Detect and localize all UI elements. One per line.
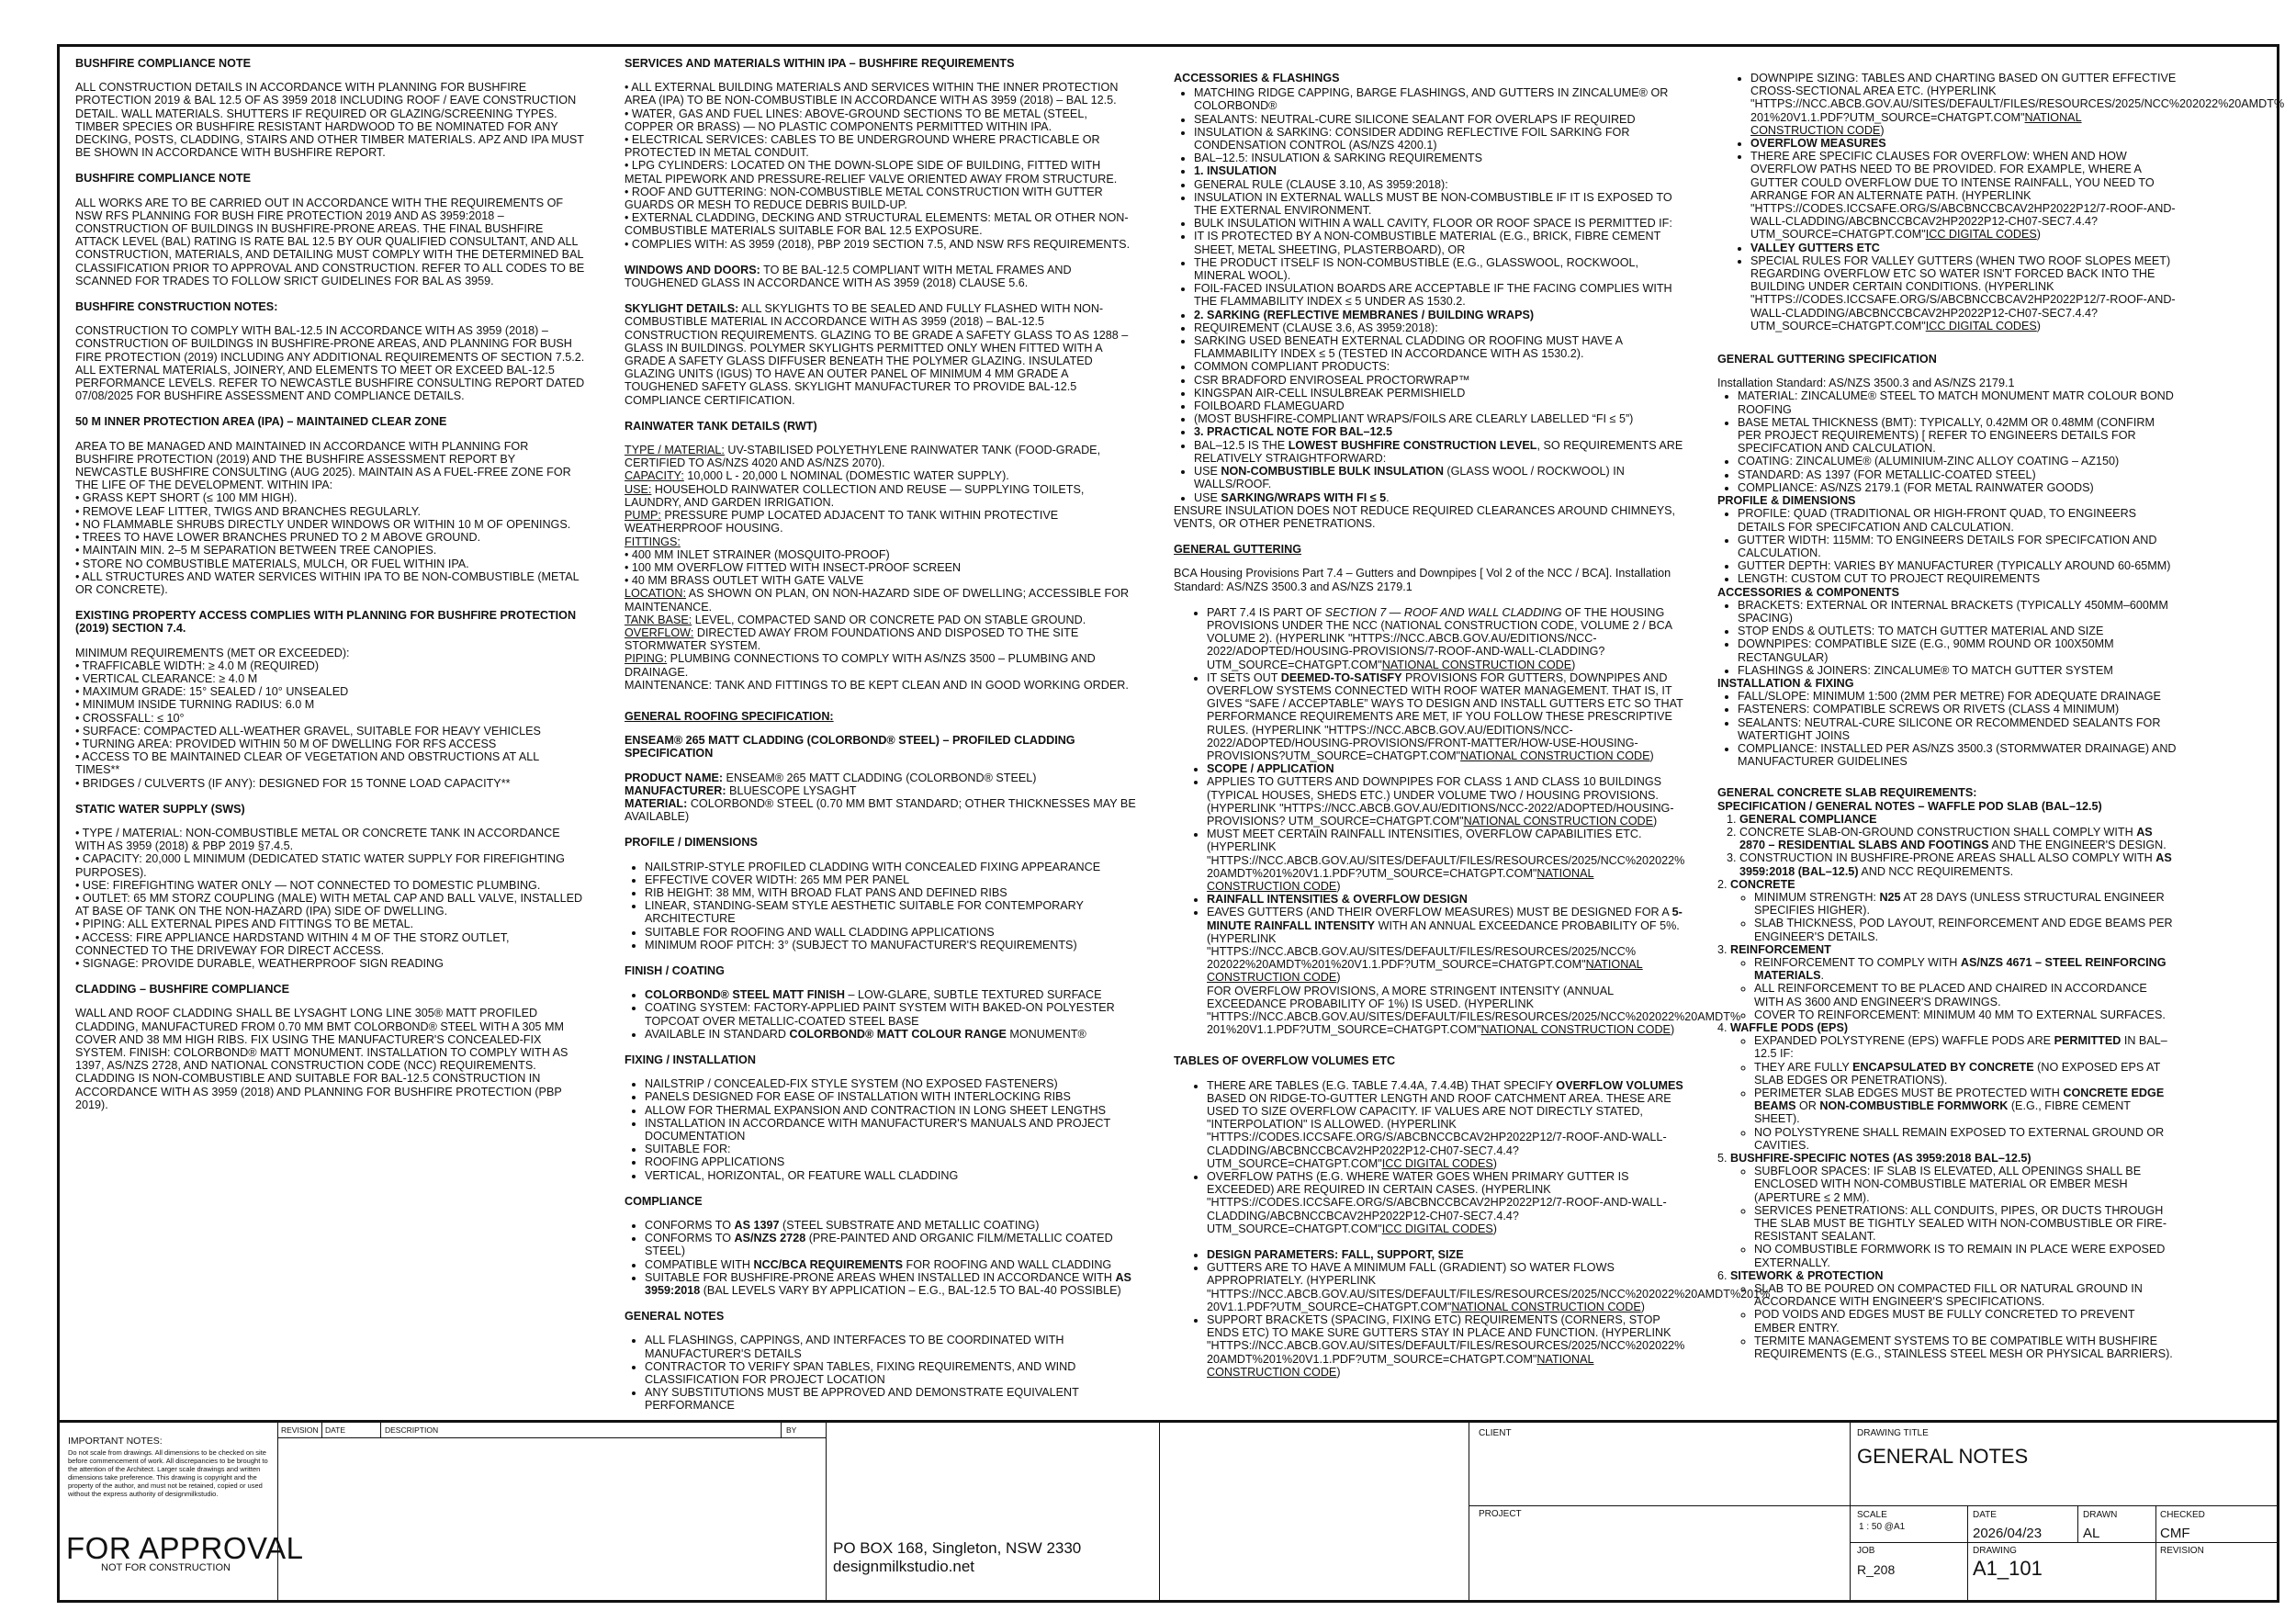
drawing-title-label: DRAWING TITLE [1857, 1428, 1929, 1438]
section-body: BCA Housing Provisions Part 7.4 – Gutters and Downpipes [ Vol 2 of the NCC / BCA]. Installation Standard: AS/NZS 3500.3 and AS/NZS 2179.1 [1174, 567, 1671, 593]
client-label: CLIENT [1479, 1428, 1512, 1438]
section-title: GENERAL CONCRETE SLAB REQUIREMENTS: [1717, 786, 1977, 800]
bullet-list: • MATERIAL: ZINCALUME® STEEL TO MATCH MONUMENT MATR COLOUR BOND ROOFING • BASE METAL THICKNESS (BMT): TYPICALLY, 0.42MM OR 0.48MM (CONFIRM PER PROJECT REQUIREMENTS) [ REFER TO ENGINEERS DETAILS FOR SPECIFCATION AND CALCULATION. • COATING: ZINCALUME® (ALUMINIUM-ZINC ALLOY COATING – AZ150) • STANDARD: AS 1397 (FOR METALLIC-COATED STEEL) • COMPLIANCE: AS/NZS 2179.1 (FOR METAL RAINWATER GOODS) [1717, 389, 2177, 494]
scale-label: SCALE [1857, 1510, 1887, 1520]
bullet-list: • CONFORMS TO AS 1397 (STEEL SUBSTRATE AND METALLIC COATING) • CONFORMS TO AS/NZS 2728 (PRE-PAINTED AND ORGANIC FILM/METALLIC COATED STEEL) • COMPATIBLE WITH NCC/BCA REQUIREMENTS FOR ROOFING AND WALL CLADDING • SUITABLE FOR BUSHFIRE-PRONE AREAS WHEN INSTALLED IN ACCORDANCE WITH AS 3959:2018 (BAL LEVELS VARY BY APPLICATION – E.G., BAL-12.5 TO BAL-40 POSSIBLE) [625, 1219, 1139, 1297]
section-body: ALL CONSTRUCTION DETAILS IN ACCORDANCE WITH PLANNING FOR BUSHFIRE PROTECTION 2019 & BAL 12.5 OF AS 3959 2018 INCLUDING ROOF / EAVE CONSTRUCTION DETAIL. WALL MATERIALS. SHUTTERS IF REQUIRED OR GLAZING/SCREENING TYPES. TIMBER SPECIES OR BUSHFIRE RESISTANT HARDWOOD TO BE NOMINATED FOR ANY DECKING, POSTS, CLADDING, STAIRS AND OTHER TIMBER MATERIALS. APZ AND IPA MUST BE SHOWN IN ACCORDANCE WITH BUSHFIRE REPORT. [75, 81, 584, 160]
bullet-list: • PART 7.4 IS PART OF SECTION 7 — ROOF AND WALL CLADDING OF THE HOUSING PROVISIONS UNDER THE NCC (NATIONAL CONSTRUCTION CODE, VOLUME 2 / BCA VOLUME 2). (HYPERLINK "HTTPS://NCC.ABCB.GOV.AU/EDITIONS/NCC-2022/ADOPTED/HOUSING-PROVISIONS/7-ROOF-AND-WALL-CLADDING?UTM_SOURCE=CHATGPT.COM"NATIONAL CONSTRUCTION CODE) • IT SETS OUT DEEMED-TO-SATISFY PROVISIONS FOR GUTTERS, DOWNPIPES AND OVERFLOW SYSTEMS CONNECTED WITH ROOF WATER MANAGEMENT. THAT IS, IT GIVES “SAFE / ACCEPTABLE” WAYS TO DESIGN AND INSTALL GUTTERS ETC SO THAT PERFORMANCE REQUIREMENTS ARE MET, IF YOU FOLLOW THESE PRESCRIPTIVE RULES. (HYPERLINK "HTTPS://NCC.ABCB.GOV.AU/EDITIONS/NCC-2022/ADOPTED/HOUSING-PROVISIONS/FRONT-MATTER/HOW-USE-HOUSING-PROVISIONS?UTM_SOURCE=CHATGPT.COM"NATIONAL CONSTRUCTION CODE) • SCOPE / APPLICATION • APPLIES TO GUTTERS AND DOWNPIPES FOR CLASS 1 AND CLASS 10 BUILDINGS (TYPICAL HOUSES, SHEDS ETC.) UNDER VOLUME TWO / HOUSING PROVISIONS. (HYPERLINK "HTTPS://NCC.ABCB.GOV.AU/EDITIONS/NCC-2022/ADOPTED/HOUSING-PROVISIONS? UTM_SOURCE=CHATGPT.COM"NATIONAL CONSTRUCTION CODE) • MUST MEET CERTAIN RAINFALL INTENSITIES, OVERFLOW CAPABILITIES ETC. (HYPERLINK "HTTPS://NCC.ABCB.GOV.AU/SITES/DEFAULT/FILES/RESOURCES/2025/NCC%202022% 20AMDT%201%20V1.1.PDF?UTM_SOURCE=CHATGPT.COM"NATIONAL CONSTRUCTION CODE) • RAINFALL INTENSITIES & OVERFLOW DESIGN • EAVES GUTTERS (AND THEIR OVERFLOW MEASURES) MUST BE DESIGNED FOR A 5-MINUTE RAINFALL INTENSITY WITH AN ANNUAL EXCEEDANCE PROBABILITY OF 5%. (HYPERLINK "HTTPS://NCC.ABCB.GOV.AU/SITES/DEFAULT/FILES/RESOURCES/2025/NCC% 202022%20AMDT%201%20V1.1.PDF?UTM_SOURCE=CHATGPT.COM"NATIONAL CONSTRUCTION CODE) FOR OVERFLOW PROVISIONS, A MORE STRINGENT INTENSITY (ANNUAL EXCEEDANCE PROBABILITY OF 1%) IS USED. (HYPERLINK "HTTPS://NCC.ABCB.GOV.AU/SITES/DEFAULT/FILES/RESOURCES/2025/NCC%202022%20AMDT% 201%20V1.1.PDF?UTM_SOURCE=CHATGPT.COM"NATIONAL CONSTRUCTION CODE) [1187, 606, 1683, 1037]
section-body: AREA TO BE MANAGED AND MAINTAINED IN ACCORDANCE WITH PLANNING FOR BUSHFIRE PROTECTION (2019) AND THE BUSHFIRE ASSESSMENT REPORT BY NEWCASTLE BUSHFIRE CONSULTING (AUG 2025). MAINTAIN AS A FUEL-FREE ZONE FOR THE LIFE OF THE DEVELOPMENT. WITHIN IPA: • GRASS KEPT SHORT (≤ 100 MM HIGH). • REMOVE LEAF LITTER, TWIGS AND BRANCHES REGULARLY. • NO FLAMMABLE SHRUBS DIRECTLY UNDER WINDOWS OR WITHIN 10 M OF OPENINGS. • TREES TO HAVE LOWER BRANCHES PRUNED TO 2 M ABOVE GROUND. • MAINTAIN MIN. 2–5 M SEPARATION BETWEEN TREE CANOPIES. • STORE NO COMBUSTIBLE MATERIALS, MULCH, OR FUEL WITHIN IPA. • ALL STRUCTURES AND WATER SERVICES WITHIN IPA TO BE NON-COMBUSTIBLE (METAL OR CONCRETE). [75, 439, 580, 596]
section-body: ENSURE INSULATION DOES NOT REDUCE REQUIRED CLEARANCES AROUND CHIMNEYS, VENTS, OR OTHER PENETRATIONS. [1174, 503, 1676, 530]
important-notes-title: IMPORTANT NOTES: [68, 1436, 163, 1447]
drawing-number: A1_101 [1973, 1557, 2043, 1580]
section-title: RAINWATER TANK DETAILS (RWT) [625, 419, 817, 433]
bullet-list: • PROFILE: QUAD (TRADITIONAL OR HIGH-FRONT QUAD, TO ENGINEERS DETAILS FOR SPECIFCATION AND CALCULATION. • GUTTER WIDTH: 115MM: TO ENGINEERS DETAILS FOR SPECIFCATION AND CALCULATION. • GUTTER DEPTH: VARIES BY MANUFACTURER (TYPICALLY AROUND 60-65MM) • LENGTH: CUSTOM CUT TO PROJECT REQUIREMENTS [1717, 507, 2177, 585]
bullet-list: • NAILSTRIP-STYLE PROFILED CLADDING WITH CONCEALED FIXING APPEARANCE • EFFECTIVE COVER WIDTH: 265 MM PER PANEL • RIB HEIGHT: 38 MM, WITH BROAD FLAT PANS AND DEFINED RIBS • LINEAR, STANDING-SEAM STYLE AESTHETIC SUITABLE FOR CONTEMPORARY ARCHITECTURE • SUITABLE FOR ROOFING AND WALL CLADDING APPLICATIONS • MINIMUM ROOF PITCH: 3° (SUBJECT TO MANUFACTURER'S REQUIREMENTS) [625, 861, 1139, 952]
checked-value: CMF [2160, 1526, 2190, 1541]
approval-status: FOR APPROVAL [66, 1531, 304, 1565]
section-title: 50 M INNER PROTECTION AREA (IPA) – MAINTAINED CLEAR ZONE [75, 415, 447, 429]
section-title: PROFILE & DIMENSIONS [1717, 494, 1856, 508]
important-notes-body: Do not scale from drawings. All dimensions to be checked on site before commencement of work. All discrepancies to be brought to the attention of the Architect. Larger scale drawings and written dimensions take preference. This drawing is copyright and the property of the author, and must not be retained, copied or used without the express authority of designmilkstudio. [68, 1448, 268, 1498]
section-title: STATIC WATER SUPPLY (SWS) [75, 802, 245, 816]
section-title: ACCESSORIES & COMPONENTS [1717, 585, 1900, 599]
drawn-value: AL [2083, 1526, 2100, 1541]
title-block [57, 1420, 2279, 1603]
section-title: INSTALLATION & FIXING [1717, 676, 1854, 690]
job-value: R_208 [1857, 1562, 1896, 1577]
section-title: BUSHFIRE CONSTRUCTION NOTES: [75, 300, 278, 314]
section-title: TABLES OF OVERFLOW VOLUMES ETC [1174, 1054, 1396, 1068]
project-label: PROJECT [1479, 1509, 1522, 1519]
product-details: PRODUCT NAME: ENSEAM® 265 MATT CLADDING (COLORBOND® STEEL) MANUFACTURER: BLUESCOPE LYSAGHT MATERIAL: COLORBOND® STEEL (0.70 MM BMT STANDARD; OTHER THICKNESSES MAY BE AVAILABLE) [625, 771, 1136, 824]
section-body: ALL WORKS ARE TO BE CARRIED OUT IN ACCORDANCE WITH THE REQUIREMENTS OF NSW RFS PLANNING FOR BUSH FIRE PROTECTION 2019 AND AS 3959:2018 – CONSTRUCTION OF BUILDINGS IN BUSHFIRE-PRONE AREAS. THE FINAL BUSHFIRE ATTACK LEVEL (BAL) RATING IS RATE BAL 12.5 BY OUR QUALIFIED CONSULTANT, AND ALL CONSTRUCTION, MATERIALS, AND DETAILING MUST COMPLY WITH THE DETERMINED BAL CLASSIFICATION PRIOR TO APPROVAL AND CONSTRUCTION. REFER TO ALL CODES TO BE SCANNED FOR TRADES TO FOLLOW SRICT GUIDELINES FOR BAL AS 3959. [75, 196, 585, 287]
bullet-list: • MATCHING RIDGE CAPPING, BARGE FLASHINGS, AND GUTTERS IN ZINCALUME® OR COLORBOND® • SEALANTS: NEUTRAL-CURE SILICONE SEALANT FOR OVERLAPS IF REQUIRED • INSULATION & SARKING: CONSIDER ADDING REFLECTIVE FOIL SARKING FOR CONDENSATION CONTROL (AS/NZS 4200.1) • BAL–12.5: INSULATION & SARKING REQUIREMENTS • 1. INSULATION • GENERAL RULE (CLAUSE 3.10, AS 3959:2018): • INSULATION IN EXTERNAL WALLS MUST BE NON-COMBUSTIBLE IF IT IS EXPOSED TO THE EXTERNAL ENVIRONMENT. • BULK INSULATION WITHIN A WALL CAVITY, FLOOR OR ROOF SPACE IS PERMITTED IF: • IT IS PROTECTED BY A NON-COMBUSTIBLE MATERIAL (E.G., BRICK, FIBRE CEMENT SHEET, METAL SHEETING, PLASTERBOARD), OR • THE PRODUCT ITSELF IS NON-COMBUSTIBLE (E.G., GLASSWOOL, ROCKWOOL, MINERAL WOOL). • FOIL-FACED INSULATION BOARDS ARE ACCEPTABLE IF THE FACING COMPLIES WITH THE FLAMMABILITY INDEX ≤ 5 UNDER AS 1530.2. • 2. SARKING (REFLECTIVE MEMBRANES / BUILDING WRAPS) • REQUIREMENT (CLAUSE 3.6, AS 3959:2018): • SARKING USED BENEATH EXTERNAL CLADDING OR ROOFING MUST HAVE A FLAMMABILITY INDEX ≤ 5 (TESTED IN ACCORDANCE WITH AS 1530.2). • COMMON COMPLIANT PRODUCTS: • CSR BRADFORD ENVIROSEAL PROCTORWRAP™ • KINGSPAN AIR-CELL INSULBREAK PERMISHIELD • FOILBOARD FLAMEGUARD • (MOST BUSHFIRE-COMPLIANT WRAPS/FOILS ARE CLEARLY LABELLED “FI ≤ 5”) • 3. PRACTICAL NOTE FOR BAL–12.5 • BAL–12.5 IS THE LOWEST BUSHFIRE CONSTRUCTION LEVEL, SO REQUIREMENTS ARE RELATIVELY STRAIGHTFORWARD: • USE NON-COMBUSTIBLE BULK INSULATION (GLASS WOOL / ROCKWOOL) IN WALLS/ROOF. • USE SARKING/WRAPS WITH FI ≤ 5. [1174, 86, 1683, 504]
bullet-list: • FALL/SLOPE: MINIMUM 1:500 (2MM PER METRE) FOR ADEQUATE DRAINAGE • FASTENERS: COMPATIBLE SCREWS OR RIVETS (CLASS 4 MINIMUM) • SEALANTS: NEUTRAL-CURE SILICONE OR RECOMMENDED SEALANTS FOR WATERTIGHT JOINS • COMPLIANCE: INSTALLED PER AS/NZS 3500.3 (STORMWATER DRAINAGE) AND MANUFACTURER GUIDELINES [1717, 690, 2177, 768]
section-body: • ALL EXTERNAL BUILDING MATERIALS AND SERVICES WITHIN THE INNER PROTECTION AREA (IPA) TO BE NON-COMBUSTIBLE IN ACCORDANCE WITH AS 3959 (2018) – BAL 12.5. • WATER, GAS AND FUEL LINES: ABOVE-GROUND SECTIONS TO BE METAL (STEEL, COPPER OR BRASS) — NO PLASTIC COMPONENTS PERMITTED WITHIN IPA. • ELECTRICAL SERVICES: CABLES TO BE UNDERGROUND WHERE PRACTICABLE OR PROTECTED IN METAL CONDUIT. • LPG CYLINDERS: LOCATED ON THE DOWN-SLOPE SIDE OF BUILDING, FITTED WITH METAL PIPEWORK AND PRESSURE-RELIEF VALVE ORIENTED AWAY FROM STRUCTURE. • ROOF AND GUTTERING: NON-COMBUSTIBLE METAL CONSTRUCTION WITH GUTTER GUARDS OR MESH TO REDUCE DEBRIS BUILD-UP. • EXTERNAL CLADDING, DECKING AND STRUCTURAL ELEMENTS: METAL OR OTHER NON-COMBUSTIBLE MATERIALS SUITABLE FOR BAL 12.5 EXPOSURE. • COMPLIES WITH: AS 3959 (2018), PBP 2019 SECTION 7.5, AND NSW RFS REQUIREMENTS. [625, 81, 1131, 251]
skylight-note: SKYLIGHT DETAILS: ALL SKYLIGHTS TO BE SEALED AND FULLY FLASHED WITH NON-COMBUSTIBLE MATERIAL IN ACCORDANCE WITH AS 3959 (2018) – BAL-12.5 CONSTRUCTION REQUIREMENTS. GLAZING TO BE GRADE A SAFETY GLASS TO AS 1288 – GLASS IN BUILDINGS. POLYMER SKYLIGHTS PERMITTED ONLY WHEN FITTED WITH A GRADE A SAFETY GLASS DIFFUSER BENEATH THE POLYMER GLAZING. INSULATED GLAZING UNITS (IGUS) TO HAVE AN OUTER PANEL OF MINIMUM 4 MM GRADE A TOUGHENED SAFETY GLASS. SKYLIGHT MANUFACTURER TO PROVIDE BAL-12.5 COMPLIANCE CERTIFICATION. [625, 302, 1129, 407]
bullet-list: • COLORBOND® STEEL MATT FINISH – LOW-GLARE, SUBTLE TEXTURED SURFACE • COATING SYSTEM: FACTORY-APPLIED PAINT SYSTEM WITH BAKED-ON POLYESTER TOPCOAT OVER METALLIC-COATED STEEL BASE • AVAILABLE IN STANDARD COLORBOND® MATT COLOUR RANGE MONUMENT® [625, 988, 1139, 1041]
numbered-list: 1. GENERAL COMPLIANCE 2. CONCRETE SLAB-ON-GROUND CONSTRUCTION SHALL COMPLY WITH AS 2870 – RESIDENTIAL SLABS AND FOOTINGS AND THE ENGINEER'S DESIGN. 3. CONSTRUCTION IN BUSHFIRE-PRONE AREAS SHALL ALSO COMPLY WITH AS 3959:2018 (BAL–12.5) AND NCC REQUIREMENTS. [1717, 813, 2177, 878]
section-title: ENSEAM® 265 MATT CLADDING (COLORBOND® STEEL) – PROFILED CLADDING SPECIFICATION [625, 734, 1075, 760]
section-body: WALL AND ROOF CLADDING SHALL BE LYSAGHT LONG LINE 305® MATT PROFILED CLADDING, MANUFACTURED FROM 0.70 MM BMT COLORBOND® STEEL WITH A 305 MM COVER AND 38 MM HIGH RIBS. FIX USING THE MANUFACTURER'S CONCEALED-FIX SYSTEM. FINISH: COLORBOND® MATT MONUMENT. INSTALLATION TO COMPLY WITH AS 1397, AS/NZS 2728, AND NATIONAL CONSTRUCTION CODE (NCC) REQUIREMENTS. CLADDING IS NON-COMBUSTIBLE AND SUITABLE FOR BAL-12.5 CONSTRUCTION IN ACCORDANCE WITH AS 3959 (2018) AND PLANNING FOR BUSHFIRE PROTECTION (PBP 2019). [75, 1007, 568, 1111]
install-standard: Installation Standard: AS/NZS 3500.3 and AS/NZS 2179.1 [1717, 377, 2015, 390]
section-title: PROFILE / DIMENSIONS [625, 836, 758, 850]
windows-doors-note: WINDOWS AND DOORS: TO BE BAL-12.5 COMPLIANT WITH METAL FRAMES AND TOUGHENED GLASS IN ACCORDANCE WITH AS 3959 (2018) CLAUSE 5.6. [625, 263, 1072, 290]
section-title: ACCESSORIES & FLASHINGS [1174, 72, 1340, 84]
rev-revision-header: REVISION [281, 1425, 319, 1435]
section-title: EXISTING PROPERTY ACCESS COMPLIES WITH PLANNING FOR BUSHFIRE PROTECTION (2019) SECTION 7.4. [75, 609, 577, 636]
notes-column-4 [1717, 72, 2285, 1361]
date-label: DATE [1973, 1510, 1997, 1520]
section-subtitle: SPECIFICATION / GENERAL NOTES – WAFFLE POD SLAB (BAL–12.5) [1717, 799, 2102, 813]
section-title: COMPLIANCE [625, 1194, 703, 1208]
section-title: FIXING / INSTALLATION [625, 1053, 756, 1066]
drawn-label: DRAWN [2083, 1510, 2118, 1520]
notes-column-3 [1174, 72, 1771, 1391]
bullet-list: • NAILSTRIP / CONCEALED-FIX STYLE SYSTEM (NO EXPOSED FASTENERS) • PANELS DESIGNED FOR EASE OF INSTALLATION WITH INTERLOCKING RIBS • ALLOW FOR THERMAL EXPANSION AND CONTRACTION IN LONG SHEET LENGTHS • INSTALLATION IN ACCORDANCE WITH MANUFACTURER'S MANUALS AND PROJECT DOCUMENTATION • SUITABLE FOR: • ROOFING APPLICATIONS • VERTICAL, HORIZONTAL, OR FEATURE WALL CLADDING [625, 1077, 1139, 1182]
section-body: • TYPE / MATERIAL: NON-COMBUSTIBLE METAL OR CONCRETE TANK IN ACCORDANCE WITH AS 3959 (2018) & PBP 2019 §7.4.5. • CAPACITY: 20,000 L MINIMUM (DEDICATED STATIC WATER SUPPLY FOR FIREFIGHTING PURPOSES). • USE: FIREFIGHTING WATER ONLY — NOT CONNECTED TO DOMESTIC PLUMBING. • OUTLET: 65 MM STORZ COUPLING (MALE) WITH METAL CAP AND BALL VALVE, INSTALLED AT BASE OF TANK ON THE NON-HAZARD (IPA) SIDE OF DWELLING. • PIPING: ALL EXTERNAL PIPES AND FITTINGS TO BE METAL. • ACCESS: FIRE APPLIANCE HARDSTAND WITHIN 4 M OF THE STORZ OUTLET, CONNECTED TO THE DRIVEWAY FOR DIRECT ACCESS. • SIGNAGE: PROVIDE DURABLE, WEATHERPROOF SIGN READING [75, 826, 583, 970]
section-body: TYPE / MATERIAL: UV-STABILISED POLYETHYLENE RAINWATER TANK (FOOD-GRADE, CERTIFIED TO AS/NZS 4020 AND AS/NZS 2070). CAPACITY: 10,000 L - 20,000 L NOMINAL (DOMESTIC WATER SUPPLY). USE: HOUSEHOLD RAINWATER COLLECTION AND REUSE — SUPPLYING TOILETS, LAUNDRY, AND GARDEN IRRIGATION. PUMP: PRESSURE PUMP LOCATED ADJACENT TO TANK WITHIN PROTECTIVE WEATHERPROOF HOUSING. FITTINGS: • 400 MM INLET STRAINER (MOSQUITO-PROOF) • 100 MM OVERFLOW FITTED WITH INSECT-PROOF SCREEN • 40 MM BRASS OUTLET WITH GATE VALVE LOCATION: AS SHOWN ON PLAN, ON NON-HAZARD SIDE OF DWELLING; ACCESSIBLE FOR MAINTENANCE. TANK BASE: LEVEL, COMPACTED SAND OR CONCRETE PAD ON STABLE GROUND. OVERFLOW: DIRECTED AWAY FROM FOUNDATIONS AND DISPOSED TO THE SITE STORMWATER SYSTEM. PIPING: PLUMBING CONNECTIONS TO COMPLY WITH AS/NZS 3500 – PLUMBING AND DRAINAGE. MAINTENANCE: TANK AND FITTINGS TO BE KEPT CLEAN AND IN GOOD WORKING ORDER. [625, 444, 1130, 692]
section-title: BUSHFIRE COMPLIANCE NOTE [75, 172, 252, 186]
notes-column-2 [625, 57, 1139, 1425]
section-title: FINISH / COATING [625, 963, 725, 977]
office-address: PO BOX 168, Singleton, NSW 2330 [833, 1539, 1082, 1557]
date-value: 2026/04/23 [1973, 1526, 2043, 1541]
bullet-list: • THERE ARE TABLES (E.G. TABLE 7.4.4A, 7.4.4B) THAT SPECIFY OVERFLOW VOLUMES BASED ON RIDGE-TO-GUTTER LENGTH AND ROOF CATCHMENT AREA. THESE ARE USED TO SIZE OVERFLOW CAPACITY. IF VALUES ARE NOT DIRECTLY STATED, "INTERPOLATION" IS ALLOWED. (HYPERLINK "HTTPS://CODES.ICCSAFE.ORG/S/ABCBNCCBCAV2HP2022P12/7-ROOF-AND-WALL-CLADDING/ABCBNCCBCAV2HP2022P12-CH07-SEC7.4.4?UTM_SOURCE=CHATGPT.COM"ICC DIGITAL CODES) • OVERFLOW PATHS (E.G. WHERE WATER GOES WHEN PRIMARY GUTTER IS EXCEEDED) ARE REQUIRED IN CERTAIN CASES. (HYPERLINK "HTTPS://CODES.ICCSAFE.ORG/S/ABCBNCCBCAV2HP2022P12/7-ROOF-AND-WALL-CLADDING/ABCBNCCBCAV2HP2022P12-CH07-SEC7.4.4?UTM_SOURCE=CHATGPT.COM"ICC DIGITAL CODES) [1187, 1079, 1683, 1235]
office-website: designmilkstudio.net [833, 1558, 975, 1575]
drawing-title: GENERAL NOTES [1857, 1445, 2029, 1468]
section-body: MINIMUM REQUIREMENTS (MET OR EXCEEDED): • TRAFFICABLE WIDTH: ≥ 4.0 M (REQUIRED) • VERTICAL CLEARANCE: ≥ 4.0 M • MAXIMUM GRADE: 15° SEALED / 10° UNSEALED • MINIMUM INSIDE TURNING RADIUS: 6.0 M • CROSSFALL: ≤ 10° • SURFACE: COMPACTED ALL-WEATHER GRAVEL, SUITABLE FOR HEAVY VEHICLES • TURNING AREA: PROVIDED WITHIN 50 M OF DWELLING FOR RFS ACCESS • ACCESS TO BE MAINTAINED CLEAR OF VEGETATION AND OBSTRUCTIONS AT ALL TIMES** • BRIDGES / CULVERTS (IF ANY): DESIGNED FOR 15 TONNE LOAD CAPACITY** [75, 646, 541, 790]
scale-value: 1 : 50 @A1 [1859, 1522, 1906, 1532]
bullet-list: • DESIGN PARAMETERS: FALL, SUPPORT, SIZE • GUTTERS ARE TO HAVE A MINIMUM FALL (GRADIENT) SO WATER FLOWS APPROPRIATELY. (HYPERLINK "HTTPS://NCC.ABCB.GOV.AU/SITES/DEFAULT/FILES/RESOURCES/2025/NCC%202022%20AMDT%201% 20V1.1.PDF?UTM_SOURCE=CHATGPT.COM"NATIONAL CONSTRUCTION CODE) • SUPPORT BRACKETS (SPACING, FIXING ETC) REQUIREMENTS (CORNERS, STOP ENDS ETC) TO MAKE SURE GUTTERS STAY IN PLACE AND FUNCTION. (HYPERLINK "HTTPS://NCC.ABCB.GOV.AU/SITES/DEFAULT/FILES/RESOURCES/2025/NCC%202022% 20AMDT%201%20V1.1.PDF?UTM_SOURCE=CHATGPT.COM"NATIONAL CONSTRUCTION CODE) [1187, 1248, 1683, 1379]
rev-description-header: DESCRIPTION [385, 1425, 439, 1435]
section-body: CONSTRUCTION TO COMPLY WITH BAL-12.5 IN ACCORDANCE WITH AS 3959 (2018) – CONSTRUCTION OF BUILDINGS IN BUSHFIRE-PRONE AREAS, AND PLANNING FOR BUSH FIRE PROTECTION (2019) INCLUDING ANY ADDITIONAL REQUIREMENTS OF SECTION 7.5.2. ALL EXTERNAL MATERIALS, JOINERY, AND ELEMENTS TO MEET OR EXCEED BAL-12.5 PERFORMANCE LEVELS. REFER TO NEWCASTLE BUSHFIRE CONSULTING REPORT DATED 07/08/2025 FOR BUSHFIRE ASSESSMENT AND COMPLIANCE DETAILS. [75, 324, 585, 403]
rev-by-header: BY [786, 1425, 797, 1435]
bullet-list: • ALL FLASHINGS, CAPPINGS, AND INTERFACES TO BE COORDINATED WITH MANUFACTURER'S DETAILS • CONTRACTOR TO VERIFY SPAN TABLES, FIXING REQUIREMENTS, AND WIND CLASSIFICATION FOR PROJECT LOCATION • ANY SUBSTITUTIONS MUST BE APPROVED AND DEMONSTRATE EQUIVALENT PERFORMANCE [625, 1334, 1139, 1412]
section-title: GENERAL ROOFING SPECIFICATION: [625, 709, 834, 723]
job-label: JOB [1857, 1546, 1875, 1556]
section-title: GENERAL GUTTERING [1174, 543, 1302, 557]
section-title: BUSHFIRE COMPLIANCE NOTE [75, 57, 252, 70]
section-title: GENERAL GUTTERING SPECIFICATION [1717, 353, 1937, 366]
section-title: GENERAL NOTES [625, 1310, 725, 1324]
checked-label: CHECKED [2160, 1510, 2205, 1520]
bullet-list: • BRACKETS: EXTERNAL OR INTERNAL BRACKETS (TYPICALLY 450MM–600MM SPACING) • STOP ENDS & OUTLETS: TO MATCH GUTTER MATERIAL AND SIZE • DOWNPIPES: COMPATIBLE SIZE (E.G., 90MM ROUND OR 100X50MM RECTANGULAR) • FLASHINGS & JOINERS: ZINCALUME® TO MATCH GUTTER SYSTEM [1717, 599, 2177, 677]
rev-date-header: DATE [325, 1425, 346, 1435]
drawing-label: DRAWING [1973, 1546, 2017, 1556]
bullet-list: • DOWNPIPE SIZING: TABLES AND CHARTING BASED ON GUTTER EFFECTIVE CROSS-SECTIONAL AREA ETC. (HYPERLINK "HTTPS://NCC.ABCB.GOV.AU/SITES/DEFAULT/FILES/RESOURCES/2025/NCC%202022%20AMDT% 201%20V1.1.PDF?UTM_SOURCE=CHATGPT.COM"NATIONAL CONSTRUCTION CODE) • OVERFLOW MEASURES • THERE ARE SPECIFIC CLAUSES FOR OVERFLOW: WHEN AND HOW OVERFLOW PATHS NEED TO BE PROVIDED. FOR EXAMPLE, WHERE A GUTTER COULD OVERFLOW DUE TO INTENSE RAINFALL, YOU NEED TO ARRANGE FOR AN ALTERNATE PATH. (HYPERLINK "HTTPS://CODES.ICCSAFE.ORG/S/ABCBNCCBCAV2HP2022P12/7-ROOF-AND-WALL-CLADDING/ABCBNCCBCAV2HP2022P12-CH07-SEC7.4.4?UTM_SOURCE=CHATGPT.COM"ICC DIGITAL CODES) • VALLEY GUTTERS ETC • SPECIAL RULES FOR VALLEY GUTTERS (WHEN TWO ROOF SLOPES MEET) REGARDING OVERFLOW ETC SO WATER ISN'T FORCED BACK INTO THE BUILDING UNDER CERTAIN CONDITIONS. (HYPERLINK "HTTPS://CODES.ICCSAFE.ORG/S/ABCBNCCBCAV2HP2022P12/7-ROOF-AND-WALL-CLADDING/ABCBNCCBCAV2HP2022P12-CH07-SEC7.4.4?UTM_SOURCE=CHATGPT.COM"ICC DIGITAL CODES) [1730, 72, 2177, 332]
notes-column-1 [75, 57, 585, 1124]
revision-label: REVISION [2160, 1546, 2204, 1556]
numbered-list: 2. CONCRETE ◦ MINIMUM STRENGTH: N25 AT 28 DAYS (UNLESS STRUCTURAL ENGINEER SPECIFIES HIGHER). ◦ SLAB THICKNESS, POD LAYOUT, REINFORCEMENT AND EDGE BEAMS PER ENGINEER'S DETAILS. 3. REINFORCEMENT ◦ REINFORCEMENT TO COMPLY WITH AS/NZS 4671 – STEEL REINFORCING MATERIALS. ◦ ALL REINFORCEMENT TO BE PLACED AND CHAIRED IN ACCORDANCE WITH AS 3600 AND ENGINEER'S DRAWINGS. ◦ COVER TO REINFORCEMENT: MINIMUM 40 MM TO EXTERNAL SURFACES. 4. WAFFLE PODS (EPS) ◦ EXPANDED POLYSTYRENE (EPS) WAFFLE PODS ARE PERMITTED IN BAL–12.5 IF: ◦ THEY ARE FULLY ENCAPSULATED BY CONCRETE (NO EXPOSED EPS AT SLAB EDGES OR PENETRATIONS). ◦ PERIMETER SLAB EDGES MUST BE PROTECTED WITH CONCRETE EDGE BEAMS OR NON-COMBUSTIBLE FORMWORK (E.G., FIBRE CEMENT SHEET). ◦ NO POLYSTYRENE SHALL REMAIN EXPOSED TO EXTERNAL GROUND OR CAVITIES. 5. BUSHFIRE-SPECIFIC NOTES (AS 3959:2018 BAL–12.5) ◦ SUBFLOOR SPACES: IF SLAB IS ELEVATED, ALL OPENINGS SHALL BE ENCLOSED WITH NON-COMBUSTIBLE MATERIAL OR EMBER MESH (APERTURE ≤ 2 MM). ◦ SERVICES PENETRATIONS: ALL CONDUITS, PIPES, OR DUCTS THROUGH THE SLAB MUST BE TIGHTLY SEALED WITH NON-COMBUSTIBLE OR FIRE-RESISTANT SEALANT. ◦ NO COMBUSTIBLE FORMWORK IS TO REMAIN IN PLACE WERE EXPOSED EXTERNALLY. 6. SITEWORK & PROTECTION ◦ SLAB TO BE POURED ON COMPACTED FILL OR NATURAL GROUND IN ACCORDANCE WITH ENGINEER'S SPECIFICATIONS. ◦ POD VOIDS AND EDGES MUST BE FULLY CONCRETED TO PREVENT EMBER ENTRY. ◦ TERMITE MANAGEMENT SYSTEMS TO BE COMPATIBLE WITH BUSHFIRE REQUIREMENTS (E.G., STAINLESS STEEL MESH OR PHYSICAL BARRIERS). [1717, 878, 2177, 1361]
section-title: CLADDING – BUSHFIRE COMPLIANCE [75, 983, 289, 997]
approval-status-sub: NOT FOR CONSTRUCTION [101, 1562, 231, 1573]
section-title: SERVICES AND MATERIALS WITHIN IPA – BUSHFIRE REQUIREMENTS [625, 57, 1015, 70]
